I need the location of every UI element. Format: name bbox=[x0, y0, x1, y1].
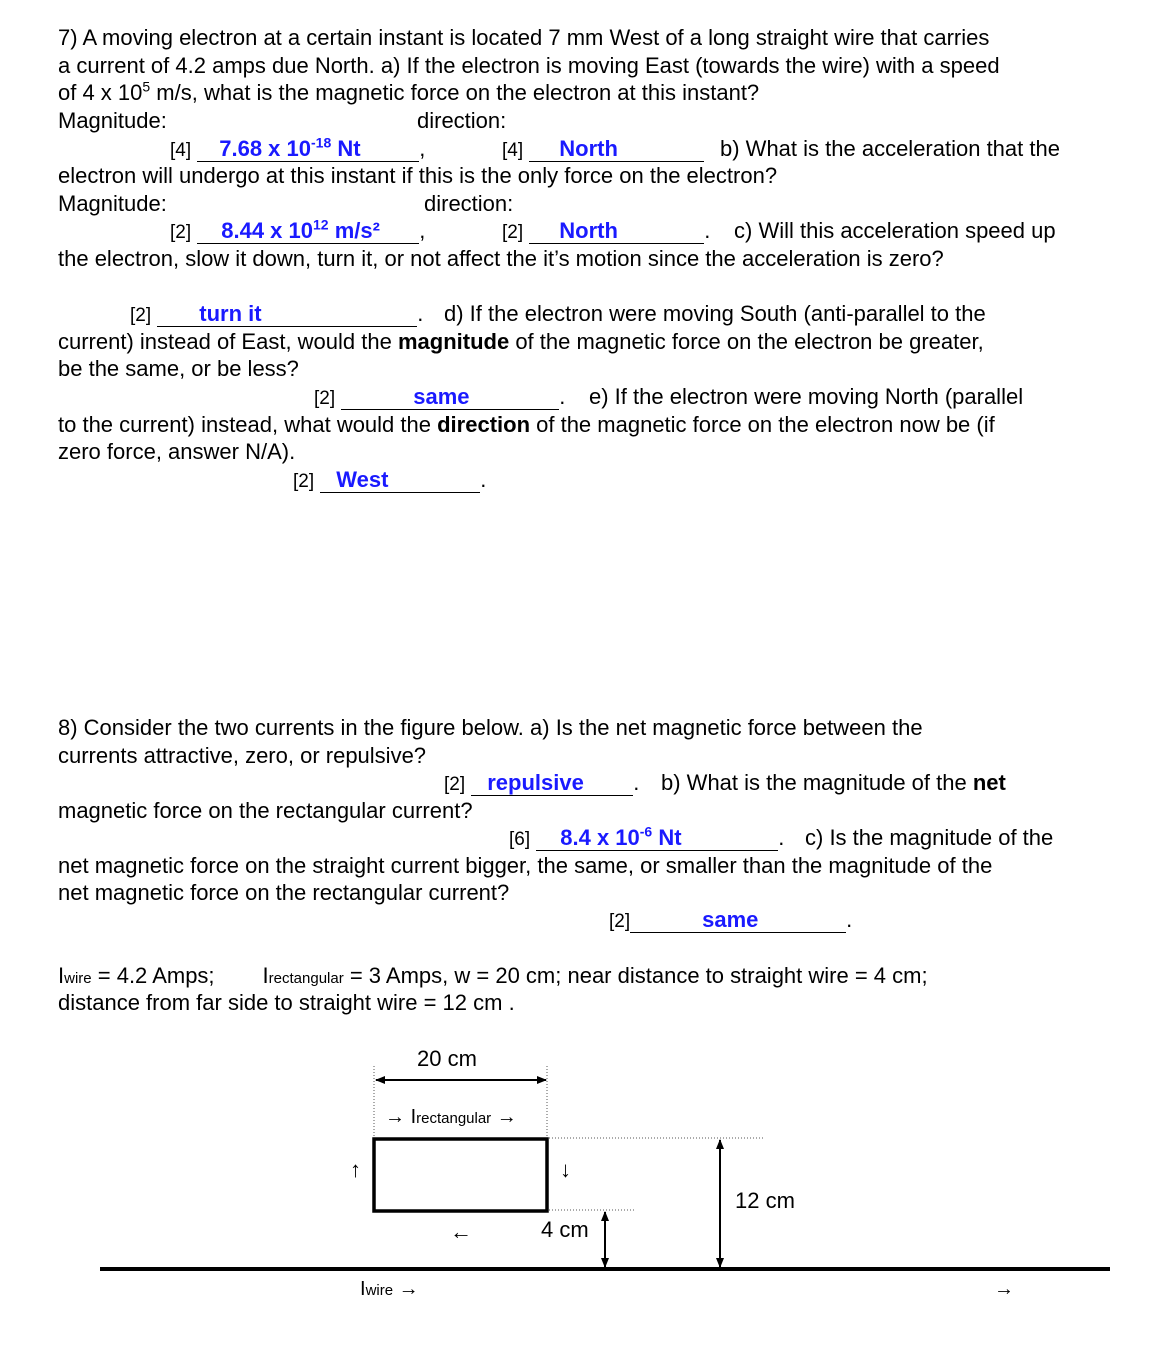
q7a-magnitude-answer: [4] 7.68 x $10^{-18}$ Nt , bbox=[170, 134, 426, 161]
q7b-prompt: b) What is the acceleration that the bbox=[720, 136, 1060, 161]
q7b-magnitude-answer: [2] 8.44 x $10^{12}$ m/s² , bbox=[170, 216, 426, 243]
width-label: 20 cm bbox=[417, 1046, 477, 1071]
text: I bbox=[410, 1106, 417, 1128]
q7-line-2: a current of 4.2 amps due North. a) If the electron is moving East (towards the wire) with a speed bbox=[58, 53, 1000, 78]
magnitude-label-a: Magnitude: bbox=[58, 108, 167, 133]
text: I bbox=[262, 963, 269, 988]
q7c-answer: [2] turn it . bbox=[130, 301, 424, 326]
arrow-right-icon: → bbox=[398, 1278, 419, 1300]
arrow-up-icon: ↑ bbox=[350, 1157, 361, 1182]
subscript: rectangular bbox=[416, 1110, 492, 1127]
far-distance-label: 12 cm bbox=[735, 1188, 795, 1213]
points: [2] bbox=[293, 471, 315, 492]
answer-text: 8.44 x 10 bbox=[221, 218, 313, 243]
rect-current-label bbox=[385, 1104, 517, 1132]
q7-line-6: electron will undergo at this instant if this is the only force on the electron? bbox=[58, 163, 778, 188]
q8a-answer: [2] repulsive . bbox=[444, 770, 640, 795]
direction-label-a: direction: bbox=[417, 108, 507, 133]
answer-exponent: -18 bbox=[311, 134, 332, 151]
answer-exponent: 12 bbox=[313, 216, 329, 233]
answer-text: North bbox=[559, 218, 618, 243]
answer-unit: m/s² bbox=[328, 218, 380, 243]
points: [2] bbox=[609, 911, 631, 932]
text: I bbox=[360, 1278, 366, 1300]
text: to the current) instead, what would the bbox=[58, 412, 438, 437]
points: [2] bbox=[444, 774, 466, 795]
points: [6] bbox=[509, 829, 531, 850]
answer-text: same bbox=[702, 907, 759, 932]
given-values-line-2: distance from far side to straight wire = 12 cm . bbox=[58, 990, 515, 1015]
q7-line-1: 7) A moving electron at a certain instant is located 7 mm West of a long straight wire that carries bbox=[58, 25, 990, 50]
superscript: 5 bbox=[142, 78, 151, 95]
text: of the magnetic force on the electron be greater, bbox=[509, 329, 984, 354]
q7e-prompt: e) If the electron were moving North (parallel bbox=[589, 384, 1024, 409]
arrow-right-icon: → bbox=[496, 1106, 517, 1128]
wire-current-label bbox=[360, 1276, 419, 1304]
magnitude-label-b: Magnitude: bbox=[58, 191, 167, 216]
answer-text: West bbox=[336, 467, 389, 492]
q8-line-6: net magnetic force on the straight current bigger, the same, or smaller than the magnitude of the bbox=[58, 853, 993, 878]
points: [2] bbox=[502, 222, 524, 243]
points: [2] bbox=[130, 305, 152, 326]
q8-line-1: 8) Consider the two currents in the figure below. a) Is the net magnetic force between the bbox=[58, 715, 923, 740]
q8-line-2: currents attractive, zero, or repulsive? bbox=[58, 743, 427, 768]
q7b-direction-answer: [2] North . bbox=[502, 218, 711, 243]
text: current) instead of East, would the bbox=[58, 329, 398, 354]
q7d-answer: [2] same . bbox=[314, 384, 566, 409]
points: [2] bbox=[170, 222, 192, 243]
arrow-right-icon: → bbox=[385, 1106, 405, 1128]
answer-exponent: -6 bbox=[639, 823, 653, 840]
arrow-left-icon: ← bbox=[450, 1219, 472, 1244]
bold-text: net bbox=[972, 770, 1006, 795]
q8b-answer: [6] 8.4 x $10^{-6}$ Nt . bbox=[509, 823, 785, 850]
rectangular-loop bbox=[374, 1139, 547, 1211]
points: [2] bbox=[314, 388, 336, 409]
q7-line-9: the electron, slow it down, turn it, or not affect the it’s motion since the acceleration is zero? bbox=[58, 246, 944, 271]
text: = 3 Amps, w = 20 cm; near distance to straight wire = 4 cm; bbox=[343, 963, 928, 988]
answer-text: turn it bbox=[199, 301, 262, 326]
answer-text: 8.4 x 10 bbox=[560, 825, 640, 850]
text: I bbox=[58, 963, 65, 988]
points: [4] bbox=[170, 140, 192, 161]
answer-unit: Nt bbox=[331, 136, 361, 161]
subscript: wire bbox=[64, 970, 92, 987]
subscript: rectangular bbox=[268, 970, 344, 987]
q7e-answer: [2] West . bbox=[293, 467, 487, 492]
answer-text: same bbox=[413, 384, 470, 409]
text: of the magnetic force on the electron now be (if bbox=[530, 412, 995, 437]
q8c-prompt: c) Is the magnitude of the bbox=[805, 825, 1054, 850]
bold-text: direction bbox=[437, 412, 531, 437]
answer-text: 7.68 x 10 bbox=[219, 136, 311, 161]
subscript: wire bbox=[365, 1282, 394, 1299]
text: m/s, what is the magnetic force on the electron at this instant? bbox=[150, 80, 760, 105]
text: = 4.2 Amps; bbox=[91, 963, 215, 988]
q8c-answer: [2] same . bbox=[609, 907, 853, 932]
q7d-prompt: d) If the electron were moving South (anti-parallel to the bbox=[444, 301, 986, 326]
q7-line-15: zero force, answer N/A). bbox=[58, 439, 296, 464]
text: b) What is the magnitude of the bbox=[661, 770, 973, 795]
q8-line-7: net magnetic force on the rectangular current? bbox=[58, 880, 510, 905]
q8-line-4: magnetic force on the rectangular current? bbox=[58, 798, 473, 823]
q7c-prompt: c) Will this acceleration speed up bbox=[734, 218, 1056, 243]
arrow-down-icon: ↓ bbox=[560, 1157, 571, 1182]
direction-label-b: direction: bbox=[424, 191, 514, 216]
bold-text: magnitude bbox=[397, 329, 510, 354]
points: [4] bbox=[502, 140, 524, 161]
text: of 4 x 10 bbox=[58, 80, 143, 105]
answer-text: repulsive bbox=[487, 770, 584, 795]
q7-line-12: be the same, or be less? bbox=[58, 356, 299, 381]
answer-unit: Nt bbox=[652, 825, 682, 850]
answer-text: North bbox=[559, 136, 618, 161]
arrow-right-icon: → bbox=[994, 1278, 1014, 1300]
near-distance-label: 4 cm bbox=[541, 1217, 589, 1242]
